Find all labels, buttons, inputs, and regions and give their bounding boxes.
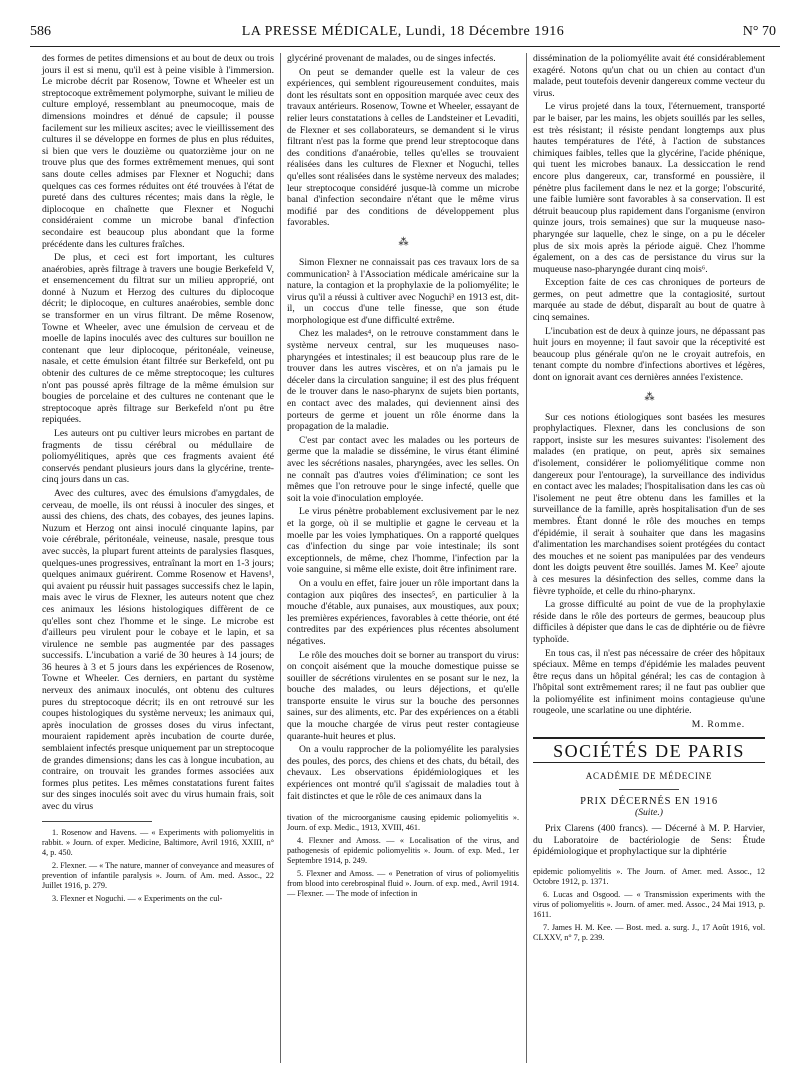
paragraph: On a voulu rapprocher de la poliomyélite les paralysies des poules, des porcs, des chiens et des chats, du bétail, des chevaux. Les observations épidémiologiques et les expériences ont montré qu'il s'agissait de maladies tout à fait distinctes et que le rôle de ces animaux dans la — [287, 744, 519, 802]
journal-title: LA PRESSE MÉDICALE, Lundi, 18 Décembre 1916 — [241, 24, 565, 39]
continued-label: (Suite.) — [635, 807, 663, 819]
prizes-heading: PRIX DÉCERNÉS EN 1916 — [580, 795, 718, 807]
column-divider — [280, 53, 281, 1063]
header-rule — [30, 46, 780, 47]
column-divider — [526, 53, 527, 1063]
paragraph: On peut se demander quelle est la valeur de ces expériences, qui semblent rigoureusement conduites, mais dont les résultats sont en opposition marquée avec ceux des travaux antérieurs. Rosenow, Towne et Wheeler, essayant de relier leurs constatations à celles de Landsteiner et Levaditi, de Flexner et ses collaborateurs, se demandent si le virus filtrant n'est pas la forme que prend leur streptocoque dans des conditions d'anaérobie, telles qu'elles se trouvaient réalisées dans les cultures de Flexner et Noguchi, telles qu'elles sont réalisées dans le système nerveux des malades; leur streptocoque considéré jusque-là comme un microbe banal d'infection secondaire n'étant que le même virus modifié par des conditions de développement plus favorables. — [287, 66, 519, 229]
page-number: 586 — [30, 24, 51, 39]
paragraph: glycériné provenant de malades, ou de singes infectés. — [287, 53, 496, 64]
paragraph: L'incubation est de deux à quinze jours, ne dépassant pas huit jours en moyenne; il faut savoir que la réceptivité est beaucoup plus générale qu'on ne le croyait autrefois, en tenant compte du nombre d'infections abortives et légères, dont on ignorait avant ces dernières années l'existence. — [533, 325, 765, 384]
footnote-rule — [42, 821, 152, 822]
column-1 — [42, 53, 274, 907]
page-header — [30, 22, 776, 44]
footnote: 4. Flexner and Amoss. — « Localisation of the virus, and pathogenesis of epidemic poliomyelitis ». Journ. of exp. Med., 1er Septembre 1914, p. 249. — [287, 836, 519, 866]
paragraph: Chez les malades⁴, on le retrouve constamment dans le système nerveux central, sur les muqueuses naso-pharyngées et intestinales; il est beaucoup plus rare de le trouver dans les autres viscères, et on n'a jamais pu le déceler dans la circulation sanguine; il est des plus fréquent de le trouver dans le naso-pharynx de sujets bien portants, en contact avec des malades, qui deviennent ainsi des porteurs de germe et jouent un rôle énorme dans la propagation de la maladie. — [287, 328, 519, 433]
footnote: 7. James H. M. Kee. — Bost. med. a. surg. J., 17 Août 1916, vol. CLXXV, n° 7, p. 239. — [533, 922, 765, 942]
paragraph: Exception faite de ces cas chroniques de porteurs de germes, on peut admettre que la contagiosité, surtout marquée au stade de début, disparaît au bout de quatre à cinq semaines. — [533, 277, 765, 324]
divider — [619, 789, 679, 790]
footnote: 5. Flexner and Amoss. — « Penetration of virus of poliomyelitis from blood into cerebrospinal fluid ». Journ. of exp. med., Avril 1914. — Flexner. — The mode of infection in — [287, 869, 519, 899]
paragraph: On a voulu en effet, faire jouer un rôle important dans la contagion aux piqûres des insectes⁵, en particulier à la mouche d'étable, aux punaises, aux moustiques, aux poux; les premières expériences, favorables à cette théorie, ont été contredites par des expériences plus récentes absolument négatives. — [287, 577, 519, 647]
author-signature: M. Romme. — [691, 719, 745, 731]
paragraph: Sur ces notions étiologiques sont basées les mesures prophylactiques. Flexner, dans les conclusions de son rapport, insiste sur les mesures suivantes: l'isolement des malades (en pratique, on peut, après six semaines d'isolement, considérer le poliomyélitique comme non dangereux pour l'entourage), la surveillance des individus en contact avec les malades; l'hospitalisation dans les cas où l'isolement ne peut être obtenu dans les familles et la surveillance de la famille, après hospitalisation d'un de ses membres. Étant donné le rôle des mouches en temps d'épidémie, il serait à souhaiter que dans les magasins d'alimentation les marchandises soient protégées du contact des mouches et ne soient pas manipulées par des vendeurs dont les doigts peuvent être souillés. James M. Kee⁷ ajoute à ces mesures la désinfection des selles, comme dans la fièvre typhoïde, et celle du rhino-pharynx. — [533, 411, 765, 597]
paragraph: En tous cas, il n'est pas nécessaire de créer des hôpitaux spéciaux. Même en temps d'épidémie les malades peuvent être reçus dans un hôpital général; les cas de contagion à l'hôpital sont extrêmement rares; il ne faut pas oublier que la poliomyélite est infiniment moins contagieuse qu'une rougeole, une scarlatine ou une diphtérie. — [533, 647, 765, 717]
footnote: tivation of the microorganisme causing epidemic poliomyelitis ». Journ. of exp. Medic., 1913, XVIII, 461. — [287, 813, 519, 833]
paragraph: Le virus projeté dans la toux, l'éternuement, transporté par le baiser, par les mains, les objets souillés par les selles, est très résistant; il résiste pendant longtemps aux plus hautes températures de l'été, à l'action de substances chimiques faibles, telles que la glycérine, l'acide phénique, qui tuent les microbes banaux. La dessiccation le rend encore plus dangereux, car, transformé en poussière, il pénètre plus facilement dans le nez et la gorge; l'obscurité, une faible lumière sont favorables à sa conservation. Il est détruit beaucoup plus rapidement dans l'organisme (environ quinze jours, trois semaines) que sur la muqueuse naso-pharyngée sur laquelle, chez le singe, on a pu le déceler plus de six mois après la période aiguë. Chez l'homme également, on a des cas de persistance du virus sur la muqueuse naso-pharyngée durant cinq mois⁶. — [533, 101, 765, 275]
paragraph: Simon Flexner ne connaissait pas ces travaux lors de sa communication² à l'Association médicale américaine sur la nature, la contagion et la prophylaxie de la poliomyélite; le virus qu'il a réussi à cultiver avec Noguchi³ en 1913 est, dit-il, un coccus d'une telle finesse, que son étude morphologique est d'une difficulté extrême. — [287, 256, 519, 326]
section-separator-stars: ⁂ — [398, 236, 408, 248]
footnote: 2. Flexner. — « The nature, manner of conveyance and measures of prevention of infantile paralysis ». Journ. of Am. med. Assoc., 22 Juillet 1916, p. 279. — [42, 860, 274, 890]
paragraph: C'est par contact avec les malades ou les porteurs de germe que la maladie se dissémine, le virus étant éliminé avec les sécrétions nasales, pharyngées, avec les selles. On ne connaît pas d'autres voies d'élimination; ce sont les mêmes que l'on retrouve pour le singe infecté, quelle que soit la voie d'inoculation employée. — [287, 434, 519, 504]
paragraph: De plus, et ceci est fort important, les cultures anaérobies, après filtrage à travers une bougie Berkefeld V, et ensemencement du filtrat sur un milieu approprié, ont donné à Nuzum et Herzog des cultures du diplocoque décrit; le diplocoque, en cultures anaérobies, semble donc se transformer en un virus filtrant. De même Rosenow, Towne et Wheeler, avec une émulsion de cerveau et de moelle de lapins inoculés avec des cultures sur bouillon ne contenant que leur diplocoque, péritonéale, veineuse, nasale, et cette émulsion étant filtrée sur Berkefeld, ont pu obtenir des cultures de ce même streptocoque; les cultures n'ont pas poussé après filtrage de la même émulsion sur bougies de porcelaine et des cultures ne contenant que le streptocoque après filtrage sur Berkefeld n'ont pu être repiquées. — [42, 252, 274, 426]
footnote: 6. Lucas and Osgood. — « Transmission experiments with the virus of poliomyelitis ». Journ. of amer. med. Assoc., 24 Mai 1913, p. 1611. — [533, 889, 765, 919]
paragraph: Le rôle des mouches doit se borner au transport du virus: on conçoit aisément que la mouche domestique puisse se souiller de sécrétions virulentes en se posant sur le nez, la bouche des malades, ou leurs déjections, et qu'elle transporte ensuite le virus sur la bouche des personnes saines, sur des aliments, etc. Par des expériences on a établi que la mouche chargée de virus peut rester contagieuse quarante-huit heures et plus. — [287, 649, 519, 742]
paragraph: La grosse difficulté au point de vue de la prophylaxie réside dans le rôle des porteurs de germes, beaucoup plus difficiles à dépister que dans le cas de diphtérie ou de fièvre typhoïde. — [533, 599, 765, 645]
paragraph: Prix Clarens (400 francs). — Décerné à M. P. Harvier, du Laboratoire de bactériologie de Sens: Étude épidémiologique et prophylactique sur la diphtérie — [533, 823, 765, 858]
issue-number: N° 70 — [742, 24, 776, 39]
column-2 — [287, 53, 519, 902]
paragraph: Le virus pénètre probablement exclusivement par le nez et la gorge, où il se multiplie et gagne le cerveau et la moelle par les voies lymphatiques. On a rapporté quelques cas d'infection du singe par voie intestinale; ils sont exceptionnels, de même, chez l'homme, l'infection par la voie sanguine, si même elle existe, doit être infiniment rare. — [287, 506, 519, 576]
paragraph: des formes de petites dimensions et au bout de deux ou trois jours il est si menu, qu'il est à peine visible à l'immersion. Le microbe décrit par Rosenow, Towne et Wheeler est un streptocoque extrêmement polymorphe, suivant le milieu de culture employé, ressemblant au pneumocoque, mais de dimensions moindres et dénué de capsule; il pousse facilement sur les milieux ascites; avec le vieillissement des cultures il se développe en formes de plus en plus réduites, si bien que vers le douzième ou quatorzième jour on ne trouve plus que des formes extrêmement menues, qui sont sans doute celles admises par Flexner et Noguchi; dans quelques cas ces formes réduites ont été trouvées à l'état de pureté dans des cultures récentes; mais dans la règle, le diplocoque en chaînette que Flexner et Noguchi considéraient comme un microbe banal d'infection secondaire est beaucoup plus abondant que la forme précédente dans les cultures fraîches. — [42, 53, 274, 250]
societies-section — [533, 737, 765, 858]
column-3 — [533, 53, 765, 946]
paragraph: Avec des cultures, avec des émulsions d'amygdales, de cerveau, de moelle, ils ont réussi à inoculer des singes, et aussi des chiens, des chats, des cobayes, des jeunes lapins. Nuzum et Herzog ont ainsi inoculé cinquante lapins, par voie cérébrale, péritonéale, veineuse, nasale, presque tous avec succès, la plupart furent atteints de paralysies flasques, quelques-unes progressives, entraînant la mort en 1-3 jours; quelques animaux guérirent. Comme Rosenow et Havens¹, qui avaient pu réussir huit passages successifs chez le lapin, mais avec le virus de Flexner, les auteurs notent que chez ces animaux les lésions histologiques diffèrent de ce qu'elles sont chez l'homme et le singe. Le microbe est d'ailleurs peu virulent pour le cobaye et le lapin, et sa virulence ne semble pas augmentée par des passages successifs. L'incubation a varié de 30 heures à 14 jours; de 36 heures à 3 et 5 jours dans les expériences de Rosenow, Towne et Wheeler. Ces derniers, en partant du système nerveux des animaux inoculés, ont obtenu des cultures pures du streptocoque décrit; ils en ont retrouvé sur les coupes histologiques du système nerveux; les animaux qui, après inoculation de grosses doses du virus infectant, mouraient rapidement après incubation de courte durée, semblaient infectés presque uniquement par un streptocoque de grandes dimensions; dans les cas à longue incubation, au contraire, on trouvait les grandes formes associées aux formes plus petites. Les mêmes constatations furent faites sur des singes inoculés soit avec du virus humain frais, soit avec du virus — [42, 487, 274, 812]
paragraph: Les auteurs ont pu cultiver leurs microbes en partant de fragments de tissu cérébral ou médullaire de poliomyélitiques, après que ces fragments avaient été conservés pendant plusieurs jours dans la glycérine, trente-cinq jours dans un cas. — [42, 428, 274, 486]
section-separator-stars: ⁂ — [644, 391, 654, 403]
footnote: epidemic poliomyelitis ». The Journ. of Amer. med. Assoc., 12 Octobre 1912, p. 1371. — [533, 866, 765, 886]
academy-heading: ACADÉMIE DE MÉDECINE — [585, 771, 713, 782]
societies-heading: SOCIÉTÉS DE PARIS — [533, 746, 765, 764]
footnote: 3. Flexner et Noguchi. — « Experiments on the cul- — [52, 893, 223, 903]
footnote: 1. Rosenow and Havens. — « Experiments with poliomyelitis in rabbit. » Journ. of exper. Medicine, Baltimore, Avril 1916, XXIII, n° 4, p. 450. — [42, 827, 274, 857]
paragraph: dissémination de la poliomyélite avait été considérablement exagéré. Notons qu'un chat ou un chien au contact d'un malade, peut toutefois devenir dangereux comme vecteur du virus. — [533, 53, 765, 99]
